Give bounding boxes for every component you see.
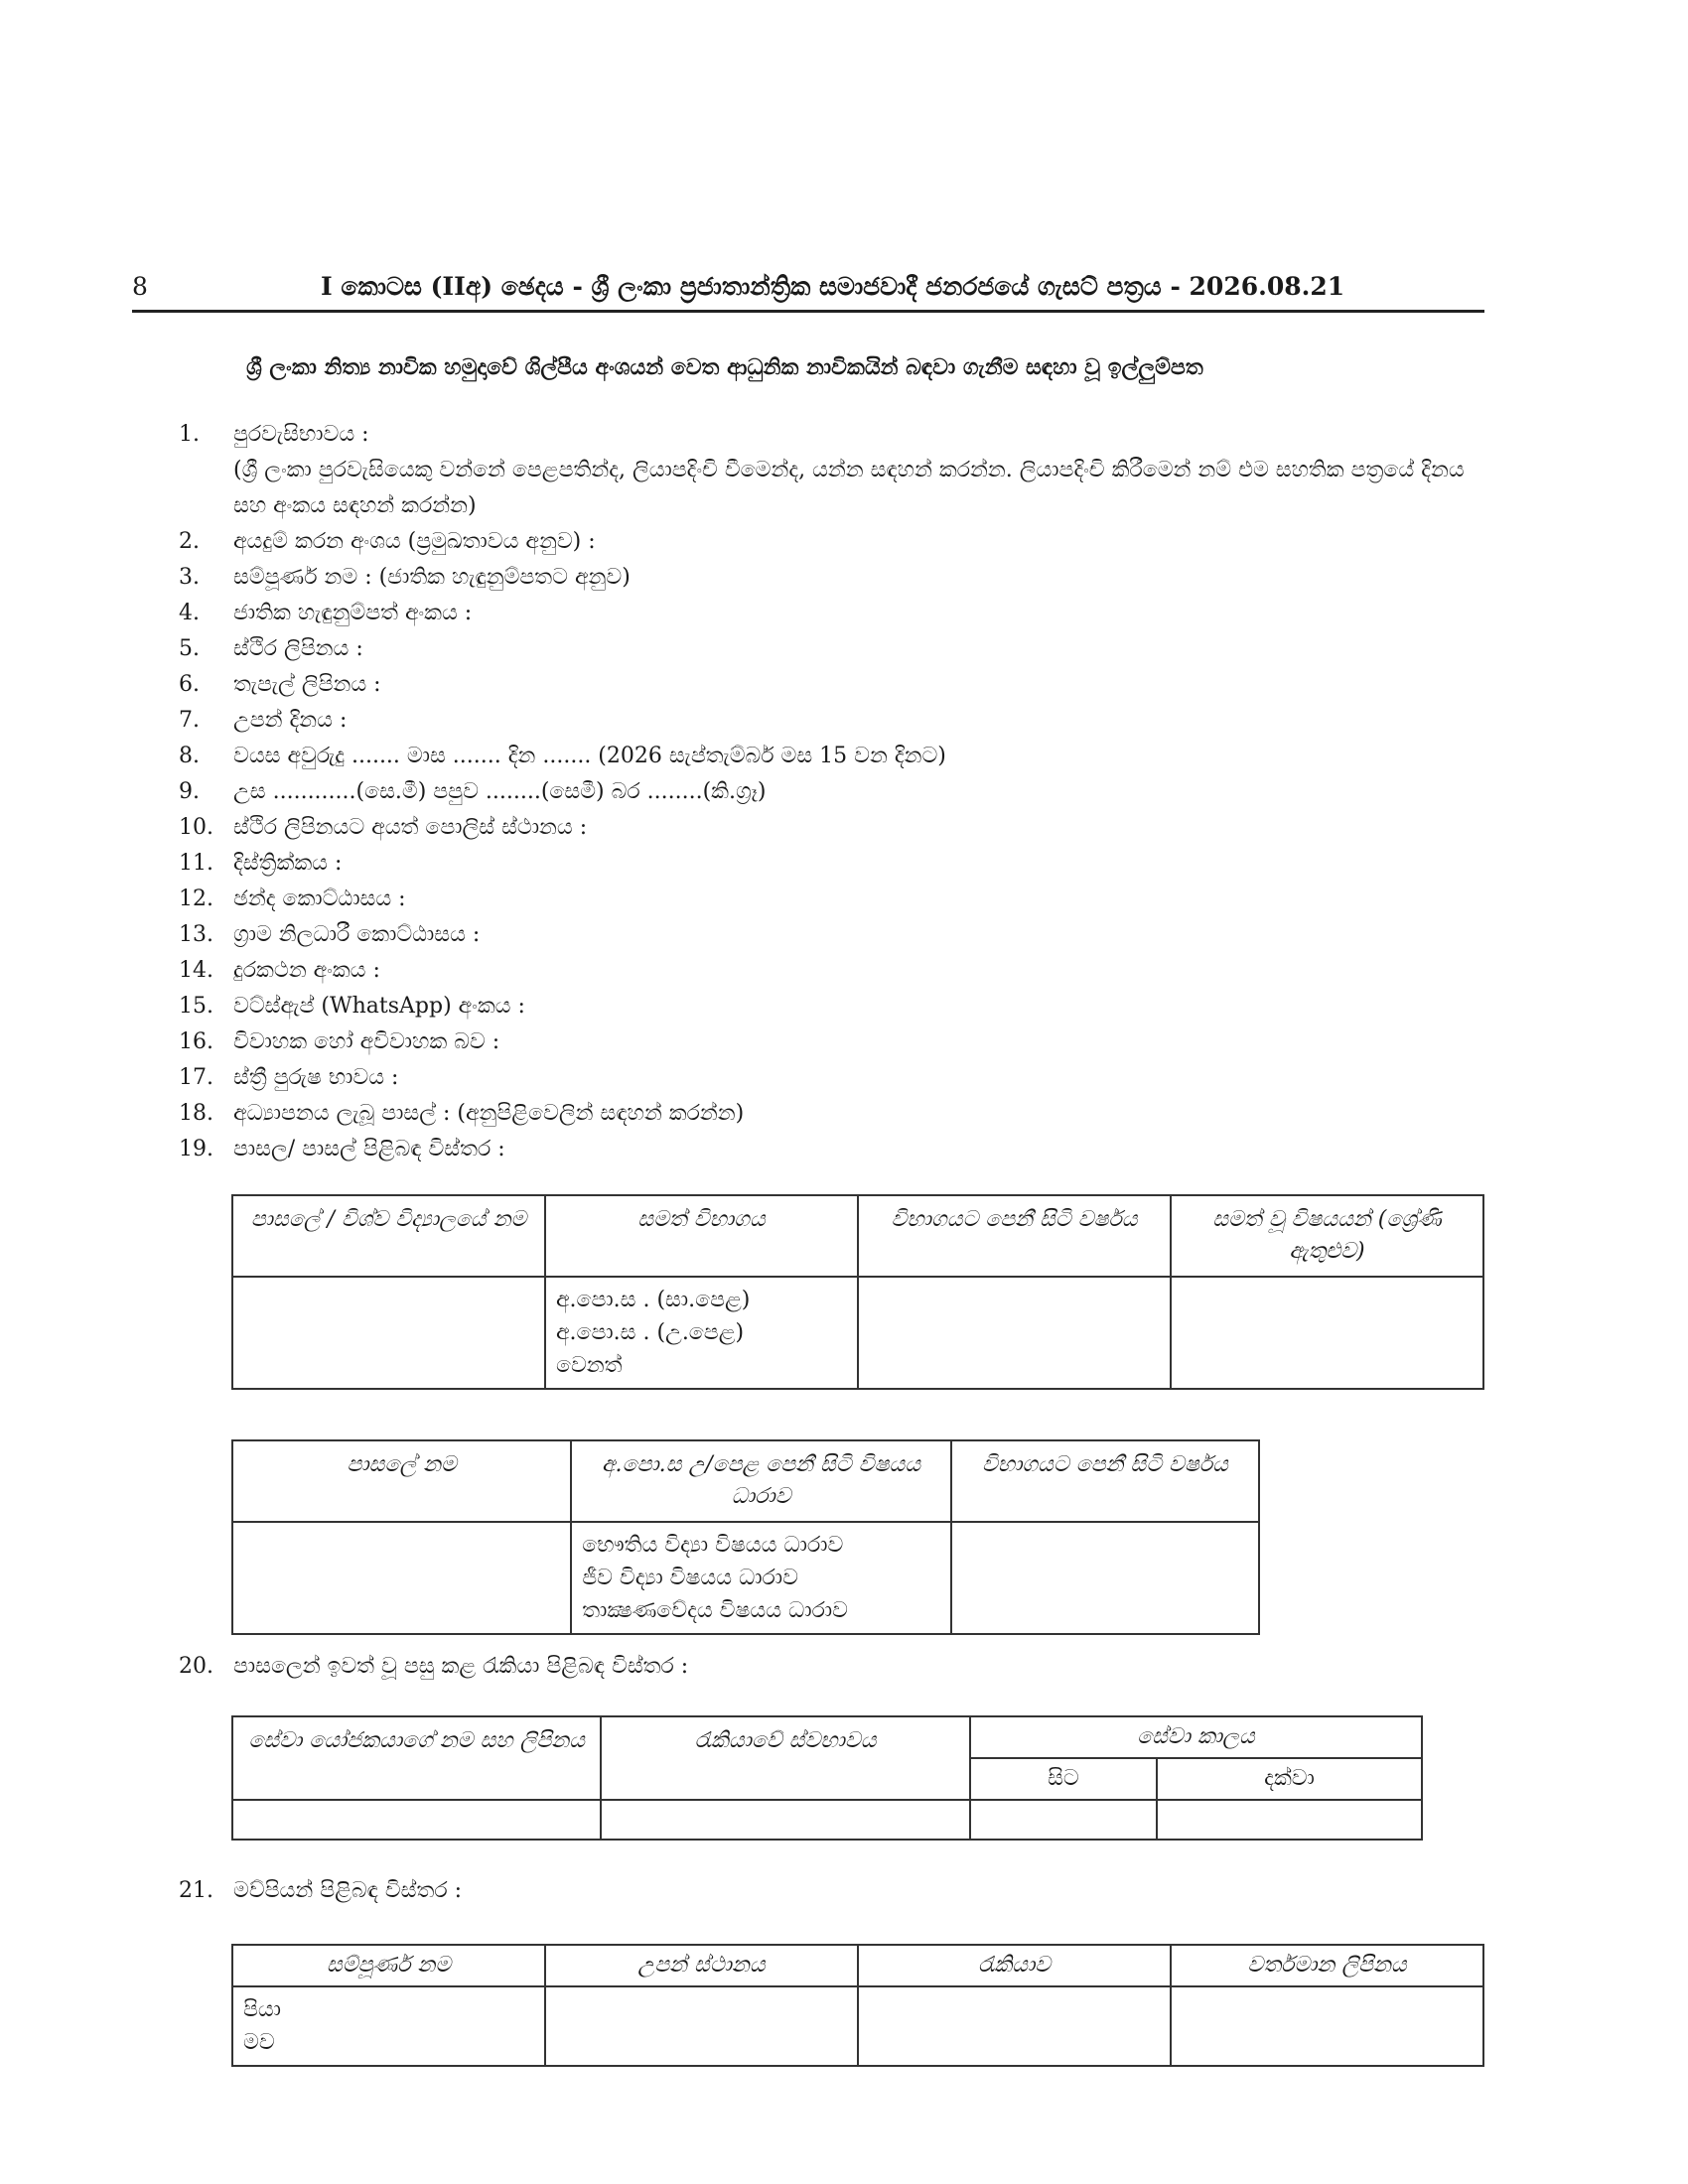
- column-header: රැකියාව: [858, 1945, 1171, 1986]
- from-cell[interactable]: [970, 1800, 1157, 1840]
- list-item: [179, 667, 1499, 703]
- stream-cell: [571, 1522, 951, 1634]
- item-text: ජාතික හැඳුනුම්පත් අංකය :: [233, 601, 473, 625]
- parent-label: පියා: [243, 1997, 281, 2022]
- item-text: පුරවැසිභාවය :: [233, 422, 369, 447]
- list-item: [179, 989, 1499, 1024]
- list-item: [179, 1060, 1499, 1096]
- list-item: [179, 1024, 1499, 1060]
- column-header: රැකියාවේ ස්වභාවය: [601, 1716, 969, 1800]
- school-details-table: [231, 1194, 1484, 1390]
- item-number: 10.: [179, 815, 213, 840]
- item-number: 15.: [179, 994, 213, 1019]
- exam-year-cell[interactable]: [858, 1277, 1171, 1389]
- column-header: සේවා යෝජකයාගේ නම සහ ලිපිනය: [232, 1716, 601, 1800]
- item-number: 1.: [179, 422, 200, 447]
- stream-line: භෞතිය විද්‍යා විෂයය ධාරාව: [582, 1533, 844, 1558]
- parent-label: මව: [243, 2030, 275, 2055]
- item-text: අයදුම් කරන අංශය (ප්‍රමුඛතාවය අනුව) :: [233, 529, 596, 554]
- table-header-row: [232, 1716, 1422, 1758]
- list-item: [179, 1132, 1499, 1167]
- school-name-cell[interactable]: [232, 1522, 571, 1634]
- item-text: විවාහක හෝ අවිවාහක බව :: [233, 1029, 500, 1054]
- list-item: [179, 846, 1499, 882]
- table-header-row: [232, 1440, 1259, 1522]
- application-items: [179, 417, 1499, 1167]
- item-number: 2.: [179, 529, 200, 554]
- item-number: 8.: [179, 744, 200, 768]
- column-header: උපන් ස්ථානය: [545, 1945, 858, 1986]
- table-header-row: [232, 1945, 1483, 1986]
- list-item: [179, 631, 1499, 667]
- item-text: ස්ථිර ලිපිනයට අයත් පොලිස් ස්ථානය :: [233, 815, 588, 840]
- job-nature-cell[interactable]: [601, 1800, 969, 1840]
- item-text: වට්ස්ඇප් (WhatsApp) අංකය :: [233, 994, 525, 1019]
- item-number: 6.: [179, 672, 200, 697]
- employer-cell[interactable]: [232, 1800, 601, 1840]
- document-title: ශ්‍රී ලංකා නිත්‍ය නාවික හමුදාවේ ශිල්පීය අංශයන් වෙත ආධුනික නාවිකයින් බඳවා ගැනීම සඳහා වූ ඉල්ලුම්පත: [246, 354, 1203, 380]
- item-text: වයස අවුරුදු ....... මාස ....... දින ....... (2026 සැප්තැම්බර් මස 15 වන දිනට): [233, 744, 946, 768]
- list-item: [179, 1096, 1499, 1132]
- item-number: 17.: [179, 1065, 213, 1090]
- table-row: [232, 1522, 1259, 1634]
- page-number: 8: [132, 272, 148, 301]
- item-number: 9.: [179, 779, 200, 804]
- item-text: තැපැල් ලිපිනය :: [233, 672, 381, 697]
- list-item: [179, 810, 1499, 846]
- item-number: 14.: [179, 958, 213, 983]
- table-row: [232, 1986, 1483, 2066]
- item-number: 5.: [179, 636, 200, 661]
- column-header: පාසලේ නම: [232, 1440, 571, 1522]
- exam-line: වෙනත්: [556, 1353, 623, 1378]
- header-title: I කොටස (IIඅ) ඡෙදය - ශ්‍රී ලංකා ප්‍රජාතාන්ත්‍රික සමාජවාදී ජනරජයේ ගැසට් පත්‍රය - 2026.08.21: [321, 272, 1345, 301]
- stream-line: ජීව විද්‍යා විෂයය ධාරාව: [582, 1566, 798, 1590]
- item-text: පාසලෙන් ඉවත් වූ පසු කළ රැකියා පිළිබඳ විස්තර :: [233, 1654, 689, 1679]
- header-rule: [132, 310, 1484, 313]
- item-number: 16.: [179, 1029, 213, 1054]
- al-stream-table: [231, 1439, 1260, 1635]
- item-text: උස ............(සෙ.මී) පපුව ........(සෙමී) බර ........(කි.ග්‍රෑ): [233, 779, 767, 804]
- item-text: දිස්ත්‍රික්කය :: [233, 851, 343, 876]
- subjects-cell[interactable]: [1171, 1277, 1483, 1389]
- list-item: [179, 917, 1499, 953]
- item-text: ඡන්ද කොට්ඨාසය :: [233, 887, 406, 911]
- item-text: උපන් දිනය :: [233, 708, 348, 733]
- item-number: 20.: [179, 1654, 213, 1679]
- occupation-cell[interactable]: [858, 1986, 1171, 2066]
- column-header: පාසලේ / විශ්ව විද්‍යාලයේ නම: [232, 1195, 545, 1277]
- list-item: [179, 739, 1499, 774]
- page-header: [132, 268, 1484, 312]
- stream-line: තාක්‍ෂණවේදය විෂයය ධාරාව: [582, 1598, 848, 1623]
- exam-line: අ.පො.ස . (සා.පෙළ): [556, 1288, 751, 1312]
- section-21: [179, 1878, 462, 1903]
- exam-cell: [545, 1277, 858, 1389]
- item-text: ග්‍රාම නිලධාරී කොට්ඨාසය :: [233, 922, 481, 947]
- item-text: දුරකථන අංකය :: [233, 958, 380, 983]
- column-subheader: දක්වා: [1157, 1758, 1422, 1800]
- item-text: ස්ත්‍රී පුරුෂ භාවය :: [233, 1065, 399, 1090]
- list-item: [179, 703, 1499, 739]
- column-header: සමත් විභාගය: [545, 1195, 858, 1277]
- item-number: 19.: [179, 1137, 213, 1161]
- list-item: [179, 774, 1499, 810]
- item-text: ස්ථිර ලිපිනය :: [233, 636, 363, 661]
- employment-table: [231, 1715, 1423, 1841]
- exam-line: අ.පො.ස . (උ.පෙළ): [556, 1320, 745, 1345]
- to-cell[interactable]: [1157, 1800, 1422, 1840]
- table-row: [232, 1277, 1483, 1389]
- column-header: සමත් වූ විෂයයන් (ශ්‍රේණි ඇතුළුව): [1171, 1195, 1483, 1277]
- table-header-row: [232, 1195, 1483, 1277]
- item-text: මව්පියන් පිළිබඳ විස්තර :: [233, 1878, 463, 1903]
- list-item: [179, 596, 1499, 631]
- column-header: සම්පූර්ණ නම: [232, 1945, 545, 1986]
- column-header: අ.පො.ස උ/පෙළ පෙනී සිටි විෂයය ධාරාව: [571, 1440, 951, 1522]
- birthplace-cell[interactable]: [545, 1986, 858, 2066]
- school-name-cell[interactable]: [232, 1277, 545, 1389]
- item-text: අධ්‍යාපනය ලැබූ පාසල් : (අනුපිළිවෙලින් සඳහන් කරන්න): [233, 1101, 745, 1126]
- column-header: විභාගයට පෙනී සිටි වර්ෂය: [951, 1440, 1259, 1522]
- column-header: විභාගයට පෙනී සිටි වර්ෂය: [858, 1195, 1171, 1277]
- item-number: 13.: [179, 922, 213, 947]
- parents-table: [231, 1944, 1484, 2067]
- item-number: 21.: [179, 1878, 213, 1903]
- table-row: [232, 1800, 1422, 1840]
- list-item: [179, 560, 1499, 596]
- list-item: [179, 953, 1499, 989]
- list-item: [179, 882, 1499, 917]
- item1-note: (ශ්‍රී ලංකා පුරවැසියෙකු වන්නේ පෙළපතින්ද, ලියාපදිංචි වීමෙන්ද, යන්න සඳහන් කරන්න. ලියාපදිංචි කිරීමෙන් නම් එම සහතික පත්‍රයේ දිනය සහ අංකය සඳහන් කරන්න): [233, 458, 1465, 518]
- column-header: වර්තමාන ලිපිනය: [1171, 1945, 1483, 1986]
- list-item: [179, 417, 1499, 453]
- item-text: පාසල/ පාසල් පිළිබඳ විස්තර :: [233, 1137, 505, 1161]
- item-number: 18.: [179, 1101, 213, 1126]
- section-20: [179, 1654, 688, 1679]
- column-header: සේවා කාලය: [970, 1716, 1422, 1758]
- column-subheader: සිට: [970, 1758, 1157, 1800]
- item-number: 12.: [179, 887, 213, 911]
- list-item: [179, 524, 1499, 560]
- exam-year-cell[interactable]: [951, 1522, 1259, 1634]
- parent-name-cell: [232, 1986, 545, 2066]
- item-number: 11.: [179, 851, 213, 876]
- item-number: 7.: [179, 708, 200, 733]
- item-text: සම්පූර්ණ නම : (ජාතික හැඳුනුම්පතට අනුව): [233, 565, 631, 590]
- address-cell[interactable]: [1171, 1986, 1483, 2066]
- item-number: 3.: [179, 565, 200, 590]
- item-number: 4.: [179, 601, 200, 625]
